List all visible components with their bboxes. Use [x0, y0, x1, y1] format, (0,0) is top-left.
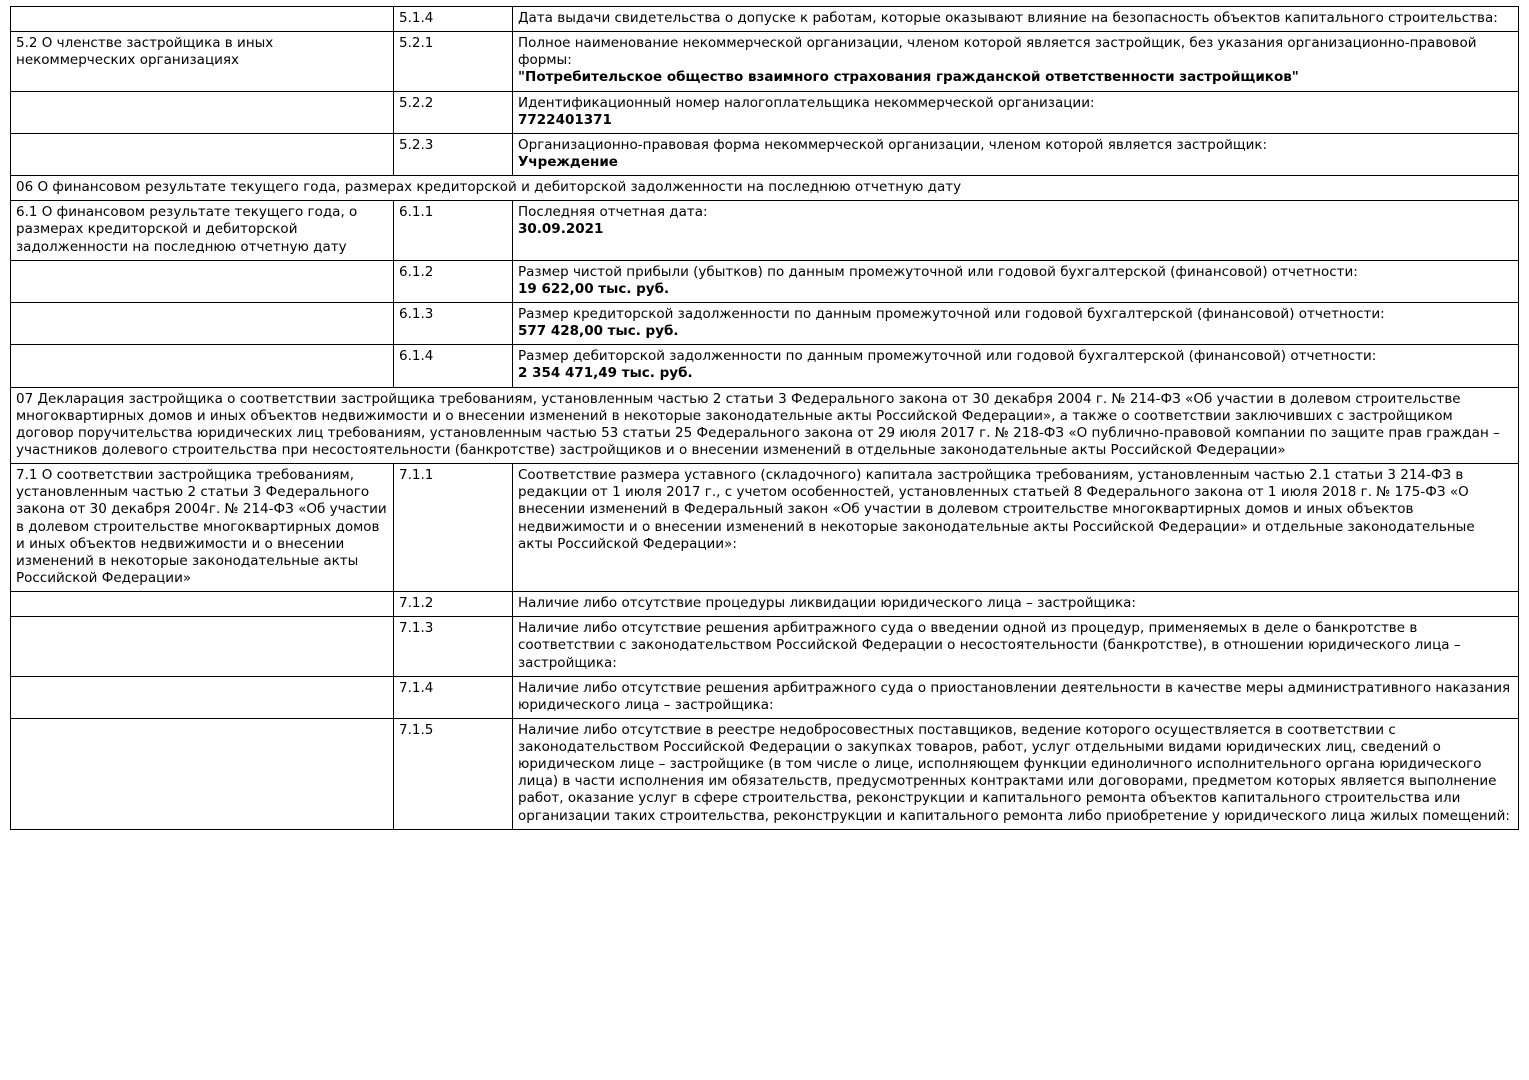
- row-code-cell: 7.1.1: [394, 464, 513, 592]
- row-text: Наличие либо отсутствие решения арбитражного суда о введении одной из процедур, применяемых в деле о банкротстве в соответствии с законодательством Российской Федерации о несостоятельности (банкротстве), в отношении юридического лица – застройщика:: [518, 620, 1461, 671]
- row-value: 577 428,00 тыс. руб.: [518, 323, 679, 340]
- row-text: Соответствие размера уставного (складочного) капитала застройщика требованиям, установленным частью 2.1 статьи 3 214-ФЗ в редакции от 1 июля 2017 г., с учетом особенностей, установленных статьей 8 Федерального закона от 1 июля 2018 г. № 175-ФЗ «О внесении изменений в Федеральный закон «Об участии в долевом строительстве многоквартирных домов и иных объектов недвижимости и о внесении изменений в некоторые законодательные акты Российской Федерации» и отдельные законодательные акты Российской Федерации»:: [518, 467, 1475, 552]
- section-header-06: 06 О финансовом результате текущего года, размерах кредиторской и дебиторской задолженности на последнюю отчетную дату: [11, 176, 1519, 201]
- row-label-cell: [11, 718, 394, 829]
- table-section-row: [11, 387, 1519, 464]
- table-row: [11, 592, 1519, 617]
- row-label-cell: [11, 676, 394, 718]
- row-value: 19 622,00 тыс. руб.: [518, 280, 670, 297]
- row-content-cell: [513, 7, 1519, 32]
- row-code-cell: 5.2.2: [394, 91, 513, 133]
- row-code-cell: 6.1.1: [394, 201, 513, 260]
- row-code-cell: 5.2.1: [394, 32, 513, 91]
- row-code-cell: 5.2.3: [394, 133, 513, 175]
- table-row: [11, 32, 1519, 91]
- row-content-cell: [513, 345, 1519, 387]
- row-label-cell: [11, 345, 394, 387]
- row-label-cell: [11, 260, 394, 302]
- table-row: [11, 464, 1519, 592]
- row-label-cell: 7.1 О соответствии застройщика требованиям, установленным частью 2 статьи 3 Федерального закона от 30 декабря 2004г. № 214-ФЗ «Об участии в долевом строительстве многоквартирных домов и иных объектов недвижимости и о внесении изменений в некоторые законодательные акты Российской Федерации»: [11, 464, 394, 592]
- row-value: 2 354 471,49 тыс. руб.: [518, 365, 693, 382]
- row-value: Учреждение: [518, 153, 618, 170]
- row-code-cell: 7.1.3: [394, 617, 513, 676]
- row-content-cell: [513, 91, 1519, 133]
- row-value: 30.09.2021: [518, 221, 604, 238]
- row-text: Дата выдачи свидетельства о допуске к работам, которые оказывают влияние на безопасность объектов капитального строительства:: [518, 10, 1498, 26]
- row-content-cell: [513, 133, 1519, 175]
- table-row: [11, 718, 1519, 829]
- row-code-cell: 6.1.3: [394, 302, 513, 344]
- table-row: [11, 201, 1519, 260]
- row-content-cell: [513, 260, 1519, 302]
- row-content-cell: [513, 302, 1519, 344]
- row-text: Организационно-правовая форма некоммерческой организации, членом которой является застройщик:: [518, 136, 1268, 153]
- row-content-cell: [513, 464, 1519, 592]
- row-value: "Потребительское общество взаимного страхования гражданской ответственности застройщиков": [518, 69, 1299, 86]
- row-label-cell: [11, 91, 394, 133]
- row-code-cell: 7.1.2: [394, 592, 513, 617]
- row-content-cell: [513, 718, 1519, 829]
- row-content-cell: [513, 201, 1519, 260]
- row-label-cell: [11, 133, 394, 175]
- row-code-cell: 6.1.2: [394, 260, 513, 302]
- row-content-cell: [513, 592, 1519, 617]
- row-text: Наличие либо отсутствие решения арбитражного суда о приостановлении деятельности в качестве меры административного наказания юридического лица – застройщика:: [518, 679, 1511, 713]
- row-text: Последняя отчетная дата:: [518, 204, 708, 221]
- table-row: [11, 617, 1519, 676]
- row-text: Идентификационный номер налогоплательщика некоммерческой организации:: [518, 94, 1095, 111]
- row-content-cell: [513, 676, 1519, 718]
- row-label-cell: [11, 302, 394, 344]
- table-section-row: [11, 176, 1519, 201]
- row-text: Размер чистой прибыли (убытков) по данным промежуточной или годовой бухгалтерской (финансовой) отчетности:: [518, 263, 1358, 280]
- row-code-cell: 7.1.4: [394, 676, 513, 718]
- row-text: Размер дебиторской задолженности по данным промежуточной или годовой бухгалтерской (финансовой) отчетности:: [518, 348, 1377, 365]
- row-label-cell: 6.1 О финансовом результате текущего года, о размерах кредиторской и дебиторской задолженности на последнюю отчетную дату: [11, 201, 394, 260]
- row-label-cell: 5.2 О членстве застройщика в иных некоммерческих организациях: [11, 32, 394, 91]
- row-content-cell: [513, 32, 1519, 91]
- row-text: Наличие либо отсутствие процедуры ликвидации юридического лица – застройщика:: [518, 595, 1136, 612]
- row-label-cell: [11, 7, 394, 32]
- table-row: [11, 7, 1519, 32]
- row-label-cell: [11, 617, 394, 676]
- row-code-cell: 7.1.5: [394, 718, 513, 829]
- row-code-cell: 5.1.4: [394, 7, 513, 32]
- table-row: [11, 260, 1519, 302]
- developer-declaration-table: [10, 6, 1519, 830]
- row-content-cell: [513, 617, 1519, 676]
- section-header-07: 07 Декларация застройщика о соответствии застройщика требованиям, установленным частью 2 статьи 3 Федерального закона от 30 декабря 2004 г. № 214-ФЗ «Об участии в долевом строительстве многоквартирных домов и иных объектов недвижимости и о внесении изменений в некоторые законодательные акты Российской Федерации», а также о соответствии заключивших с застройщиком договор поручительства юридических лиц требованиям, установленным частью 53 статьи 25 Федерального закона от 29 июля 2017 г. № 218-ФЗ «О публично-правовой компании по защите прав граждан – участников долевого строительства при несостоятельности (банкротстве) застройщиков и о внесении изменений в отдельные законодательные акты Российской Федерации»: [11, 387, 1519, 464]
- table-row: [11, 302, 1519, 344]
- table-row: [11, 676, 1519, 718]
- row-code-cell: 6.1.4: [394, 345, 513, 387]
- table-row: [11, 91, 1519, 133]
- table-row: [11, 345, 1519, 387]
- table-row: [11, 133, 1519, 175]
- row-value: 7722401371: [518, 111, 612, 128]
- row-text: Наличие либо отсутствие в реестре недобросовестных поставщиков, ведение которого осуществляется в соответствии с законодательством Российской Федерации о закупках товаров, работ, услуг отдельными видами юридических лиц, сведений о юридическом лице – застройщике (в том числе о лице, исполняющем функции единоличного исполнительного органа юридического лица) в части исполнения им обязательств, предусмотренных контрактами или договорами, предметом которых является выполнение работ, оказание услуг в сфере строительства, реконструкции и капитального ремонта объектов капитального строительства или организации таких строительства, реконструкции и капитального ремонта либо приобретение у юридического лица жилых помещений:: [518, 721, 1510, 824]
- row-text: Размер кредиторской задолженности по данным промежуточной или годовой бухгалтерской (финансовой) отчетности:: [518, 305, 1385, 322]
- row-text: Полное наименование некоммерческой организации, членом которой является застройщик, без указания организационно-правовой формы:: [518, 35, 1477, 69]
- row-label-cell: [11, 592, 394, 617]
